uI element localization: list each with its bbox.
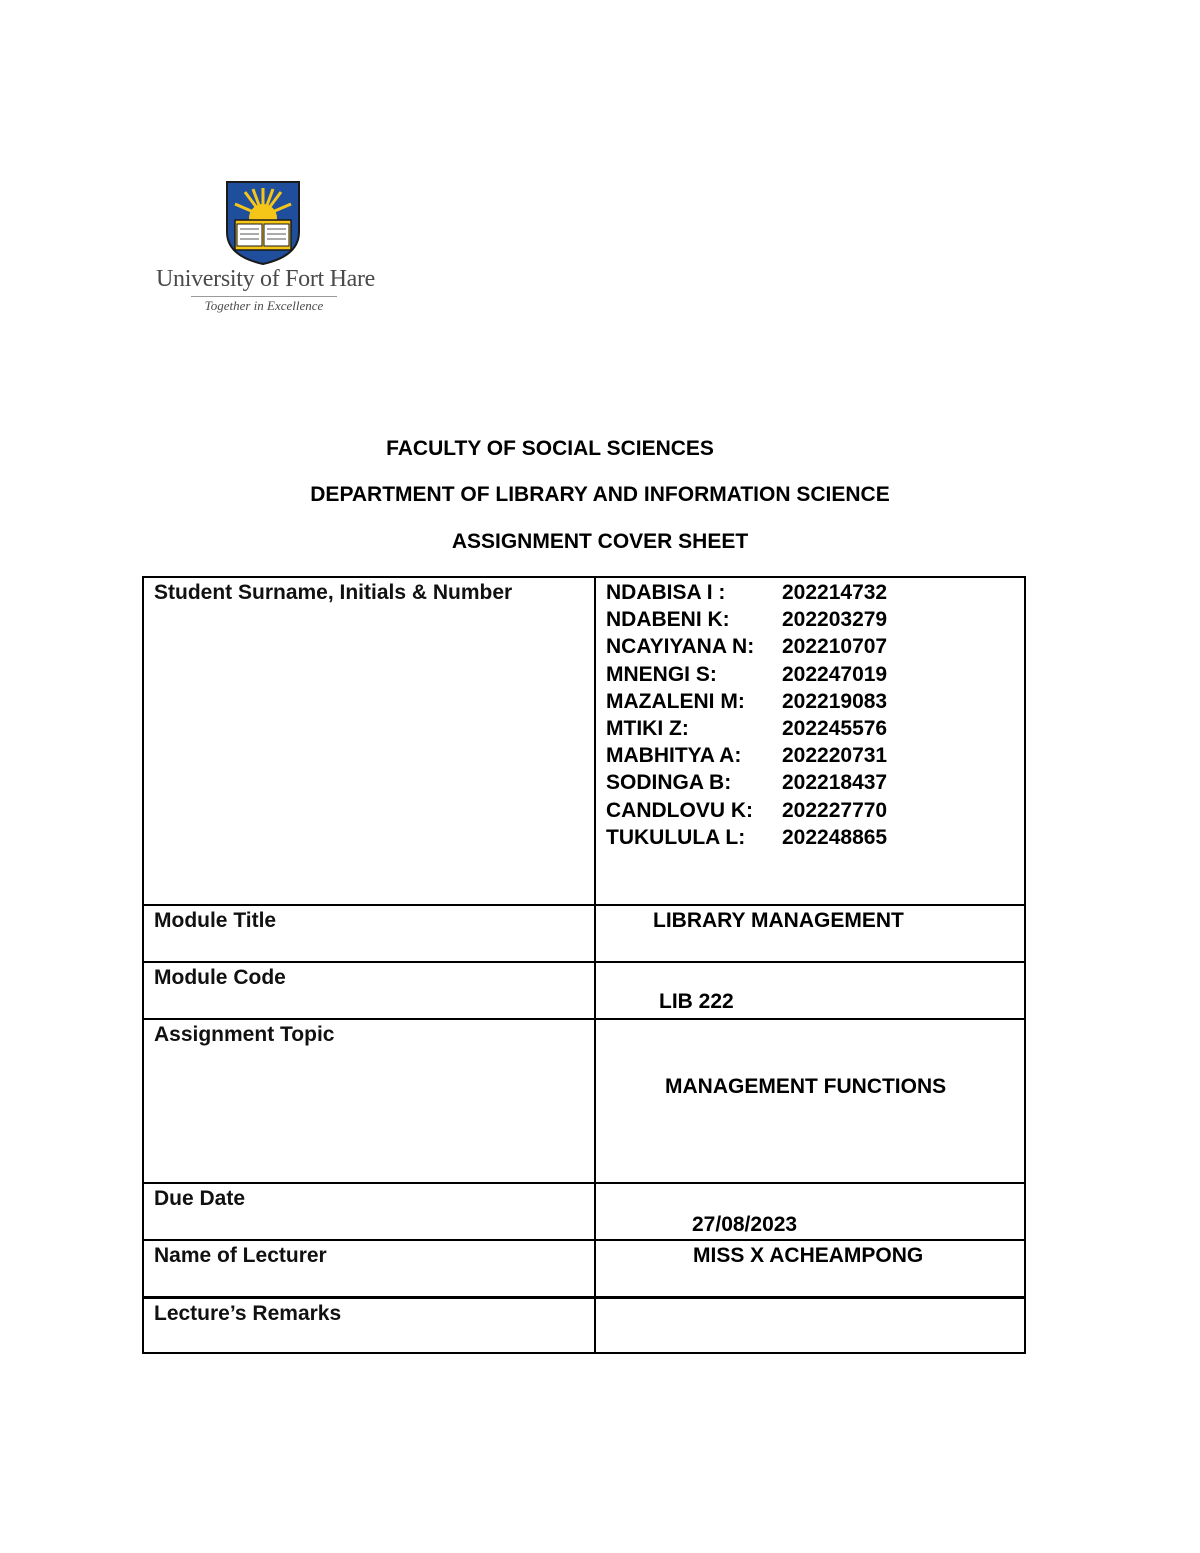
student-name: NDABENI K: — [606, 608, 730, 632]
student-label: Student Surname, Initials & Number — [143, 577, 595, 905]
due-date-label: Due Date — [143, 1183, 595, 1240]
student-number: 202248865 — [782, 825, 888, 849]
document-title: ASSIGNMENT COVER SHEET — [451, 530, 749, 553]
student-name: MABHITYA A: — [606, 744, 742, 768]
student-number: 202214732 — [782, 581, 888, 604]
department-heading: DEPARTMENT OF LIBRARY AND INFORMATION SCIENCE — [310, 483, 890, 506]
student-number: 202218437 — [782, 771, 888, 795]
table-row — [143, 1240, 1025, 1298]
student-number: 202247019 — [782, 662, 888, 686]
remarks-cell — [595, 1298, 1025, 1354]
student-name: NDABISA I : — [606, 581, 726, 604]
student-name: TUKULULA L: — [606, 825, 746, 849]
student-entry — [606, 689, 1014, 716]
student-name: MTIKI Z: — [606, 716, 689, 740]
student-name: MAZALENI M: — [606, 689, 745, 713]
student-entry — [606, 716, 1014, 743]
assignment-topic-label: Assignment Topic — [143, 1019, 595, 1183]
module-title-cell — [595, 905, 1025, 962]
student-list — [596, 578, 1024, 854]
student-entry — [606, 798, 1014, 825]
module-title-label: Module Title — [143, 905, 595, 962]
university-name: University of Fort Hare — [155, 266, 376, 292]
student-number: 202245576 — [782, 716, 888, 740]
student-entry — [606, 580, 1014, 607]
student-name: MNENGI S: — [606, 662, 717, 686]
student-list-cell — [595, 577, 1025, 905]
module-code-cell — [595, 962, 1025, 1019]
table-row — [143, 962, 1025, 1019]
assignment-topic-value: MANAGEMENT FUNCTIONS — [665, 1075, 947, 1098]
module-code-value: LIB 222 — [659, 990, 734, 1013]
remarks-label: Lecture’s Remarks — [143, 1298, 595, 1354]
student-entry — [606, 770, 1014, 797]
university-logo — [143, 180, 388, 315]
student-name: CANDLOVU K: — [606, 798, 753, 822]
table-row — [143, 905, 1025, 962]
lecturer-cell — [595, 1240, 1025, 1298]
table-row — [143, 577, 1025, 905]
assignment-topic-cell — [595, 1019, 1025, 1183]
cover-sheet-table — [142, 576, 1026, 1354]
lecturer-value: MISS X ACHEAMPONG — [693, 1244, 924, 1267]
student-number: 202220731 — [782, 744, 888, 768]
student-entry — [606, 743, 1014, 770]
student-entry — [606, 825, 1014, 852]
student-name: SODINGA B: — [606, 771, 732, 795]
university-motto: Together in Excellence — [191, 296, 337, 314]
student-number: 202203279 — [782, 608, 888, 632]
table-row — [143, 1183, 1025, 1240]
table-row — [143, 1298, 1025, 1354]
student-number: 202227770 — [782, 798, 888, 822]
student-name: NCAYIYANA N: — [606, 635, 755, 659]
module-title-value: LIBRARY MANAGEMENT — [653, 909, 904, 932]
student-number: 202210707 — [782, 635, 888, 659]
due-date-value: 27/08/2023 — [692, 1213, 798, 1236]
table-row — [143, 1019, 1025, 1183]
university-crest-icon — [223, 180, 303, 266]
faculty-heading: FACULTY OF SOCIAL SCIENCES — [386, 437, 714, 460]
student-entry — [606, 634, 1014, 661]
student-entry — [606, 607, 1014, 634]
student-entry — [606, 662, 1014, 689]
module-code-label: Module Code — [143, 962, 595, 1019]
due-date-cell — [595, 1183, 1025, 1240]
lecturer-label: Name of Lecturer — [143, 1240, 595, 1298]
student-number: 202219083 — [782, 689, 888, 713]
